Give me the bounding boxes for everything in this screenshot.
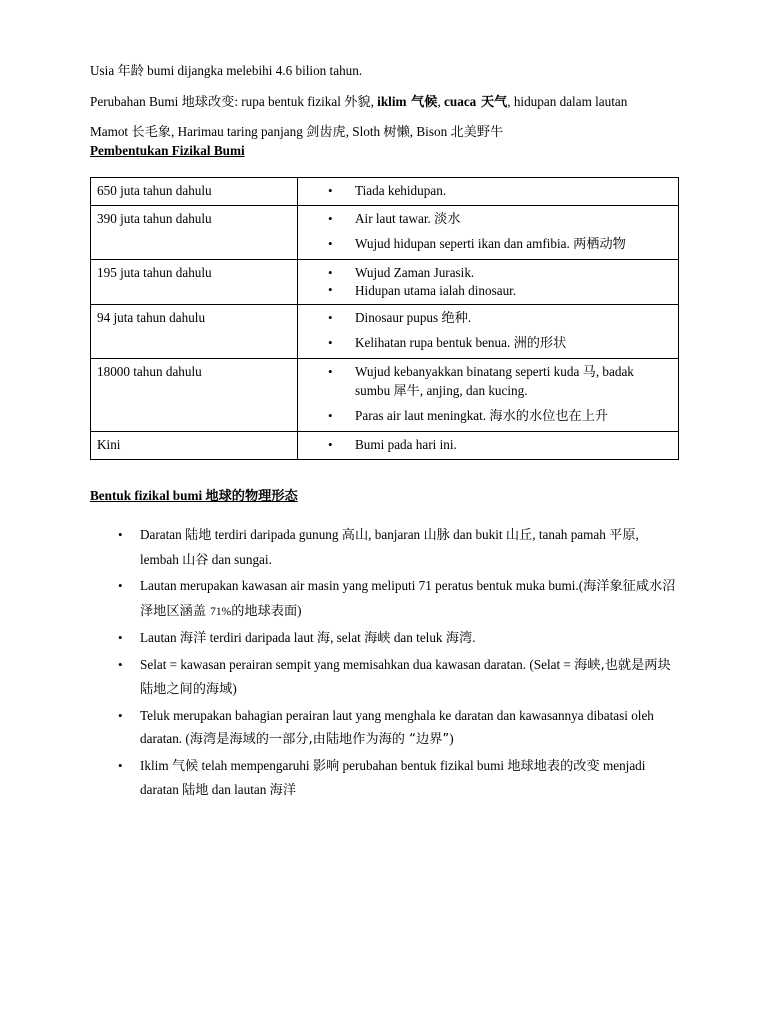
- text-run: dan bukit: [449, 527, 506, 542]
- table-cell-era: Kini: [91, 432, 298, 460]
- text-run: 海湾: [445, 631, 473, 646]
- text-run: ): [232, 681, 237, 696]
- text-run: 绝种: [441, 311, 468, 326]
- text-run: 影响: [312, 758, 340, 774]
- paragraph-extinct-animals: [90, 123, 680, 141]
- text-run: , hidupan dalam lautan: [507, 93, 628, 109]
- text-run: terdiri daripada laut: [206, 630, 317, 645]
- text-run: : rupa bentuk fizikal: [234, 93, 345, 109]
- text-run: 71%: [210, 605, 232, 618]
- text-run: Wujud hidupan seperti ikan dan amfibia.: [355, 236, 574, 251]
- text-run: 树懒: [383, 125, 410, 140]
- list-item: [298, 363, 672, 401]
- section-1-heading-wrap: [90, 142, 680, 168]
- text-run: 两栖动物: [573, 237, 626, 252]
- text-run: 陆地: [182, 783, 209, 798]
- text-run: 山丘: [505, 528, 533, 543]
- text-run: 海洋: [179, 631, 207, 646]
- text-run: 气候: [171, 758, 199, 774]
- paragraph-age-of-earth: [90, 62, 680, 80]
- event-bullet-list: [298, 309, 672, 353]
- text-run: Tiada kehidupan.: [355, 183, 447, 198]
- table-cell-era: 390 juta tahun dahulu: [91, 206, 298, 260]
- list-item: [298, 210, 672, 229]
- table-row: [91, 178, 679, 206]
- text-run: ): [449, 731, 454, 746]
- text-run: 的地球表面: [231, 603, 298, 619]
- table-cell-events: [298, 260, 679, 305]
- text-run: Wujud Zaman Jurasik.: [355, 265, 475, 280]
- list-item: [90, 754, 680, 803]
- text-run: 平原: [609, 528, 636, 543]
- list-item: [90, 574, 680, 624]
- list-item: [298, 407, 672, 426]
- text-run: .: [472, 630, 476, 645]
- table-row: [91, 206, 679, 260]
- list-item: [298, 334, 672, 353]
- text-run: , banjaran: [368, 527, 424, 542]
- section-2-heading-latin: Bentuk fizikal bumi: [90, 488, 206, 503]
- text-run: iklim: [377, 93, 407, 109]
- text-run: 气候: [406, 94, 438, 110]
- text-run: 天气: [476, 94, 508, 110]
- table-cell-events: [298, 206, 679, 260]
- list-item: [90, 653, 680, 702]
- section-2: [90, 487, 680, 803]
- text-run: 海洋: [269, 783, 297, 798]
- text-run: Bumi pada hari ini.: [355, 437, 457, 452]
- text-run: 地球改变: [181, 94, 235, 110]
- text-run: Lautan: [140, 630, 180, 645]
- list-item: [298, 182, 672, 200]
- text-run: , selat: [330, 630, 365, 645]
- list-item: [298, 309, 672, 328]
- text-run: ,: [370, 93, 378, 109]
- text-run: , lembah: [140, 527, 639, 567]
- table-cell-events: [298, 178, 679, 206]
- text-run: 海峡: [364, 631, 391, 646]
- text-run: Air laut tawar.: [355, 211, 435, 226]
- text-run: 海: [316, 631, 331, 646]
- text-run: dan lautan: [208, 782, 270, 797]
- text-run: ): [297, 602, 302, 618]
- text-run: perubahan bentuk fizikal bumi: [339, 757, 508, 773]
- intro-paragraphs: [90, 62, 680, 141]
- list-item: [298, 282, 672, 300]
- section-2-heading-wrap: [90, 487, 680, 514]
- text-run: telah mempengaruhi: [198, 757, 313, 773]
- text-run: 海洋象征咸水沼泽地区涵盖: [140, 579, 676, 619]
- text-run: 犀牛: [393, 384, 420, 399]
- text-run: , Harimau taring panjang: [170, 124, 307, 139]
- list-item: [298, 264, 672, 282]
- table-row: [91, 432, 679, 460]
- list-item: [298, 436, 672, 454]
- table-cell-events: [298, 305, 679, 359]
- paragraph-earth-changes: [90, 93, 680, 111]
- table-cell-era: 650 juta tahun dahulu: [91, 178, 298, 206]
- earth-timeline-table: [90, 177, 679, 460]
- text-run: 高山: [341, 528, 369, 543]
- section-2-heading: [90, 487, 298, 505]
- text-run: Lautan merupakan kawasan air masin yang meliputi 71 peratus bentuk muka bumi.(: [140, 578, 584, 593]
- text-run: 海湾是海域的一部分,由陆地作为海的 “边界”: [189, 732, 450, 747]
- event-bullet-list: [298, 264, 672, 299]
- text-run: cuaca: [444, 93, 477, 109]
- text-run: .: [467, 310, 472, 325]
- text-run: Iklim: [140, 757, 172, 773]
- text-run: , anjing, dan kucing.: [419, 383, 528, 398]
- text-run: Daratan: [140, 527, 186, 542]
- event-bullet-list: [298, 182, 672, 200]
- text-run: Kelihatan rupa bentuk benua.: [355, 335, 514, 350]
- text-run: , badak sumbu: [355, 364, 634, 398]
- text-run: 山谷: [182, 552, 209, 568]
- text-run: dan teluk: [390, 630, 446, 645]
- text-run: Wujud kebanyakkan binatang seperti kuda: [355, 364, 583, 379]
- text-run: bumi dijangka melebihi 4.6 bilion tahun.: [143, 63, 363, 78]
- text-run: Hidupan utama ialah dinosaur.: [355, 282, 517, 298]
- text-run: , tanah pamah: [532, 527, 610, 542]
- text-run: 海峡,也就是两块陆地之间的海域: [140, 657, 671, 697]
- section-1-heading: Pembentukan Fizikal Bumi: [90, 143, 245, 158]
- text-run: 山脉: [423, 528, 450, 543]
- text-run: 淡水: [434, 212, 461, 227]
- table-row: [91, 260, 679, 305]
- text-run: 海水的水位也在上升: [489, 409, 609, 424]
- text-run: 洲的形状: [513, 336, 567, 351]
- text-run: 剑齿虎: [306, 125, 346, 140]
- list-item: [90, 704, 680, 752]
- text-run: Selat = kawasan perairan sempit yang memisahkan dua kawasan daratan. (Selat =: [140, 656, 575, 672]
- text-run: Mamot: [90, 124, 132, 139]
- text-run: menjadi daratan: [140, 757, 646, 797]
- table-cell-events: [298, 432, 679, 460]
- text-run: Usia: [90, 63, 118, 78]
- text-run: 地球地表的改变: [507, 758, 600, 774]
- text-run: 北美野牛: [450, 125, 504, 140]
- list-item: [298, 235, 672, 254]
- text-run: Dinosaur pupus: [355, 310, 442, 325]
- text-run: , Sloth: [345, 124, 384, 139]
- text-run: Paras air laut meningkat.: [355, 408, 490, 423]
- physical-features-list: [90, 523, 680, 803]
- table-row: [91, 305, 679, 359]
- text-run: 长毛象: [131, 125, 171, 140]
- event-bullet-list: [298, 363, 672, 426]
- text-run: dan sungai.: [208, 551, 272, 567]
- section-2-heading-cn: 地球的物理形态: [205, 489, 298, 504]
- text-run: 年龄: [117, 64, 144, 79]
- table-row: [91, 359, 679, 432]
- event-bullet-list: [298, 210, 672, 254]
- text-run: Perubahan Bumi: [90, 93, 182, 109]
- text-run: ,: [437, 93, 445, 109]
- text-run: 陆地: [185, 528, 212, 543]
- table-cell-events: [298, 359, 679, 432]
- text-run: 外貌: [344, 94, 371, 110]
- list-item: [90, 523, 680, 572]
- table-cell-era: 18000 tahun dahulu: [91, 359, 298, 432]
- event-bullet-list: [298, 436, 672, 454]
- text-run: , Bison: [409, 124, 451, 139]
- text-run: terdiri daripada gunung: [211, 527, 342, 542]
- table-cell-era: 195 juta tahun dahulu: [91, 260, 298, 305]
- text-run: 马: [582, 365, 596, 380]
- list-item: [90, 626, 680, 651]
- text-run: Teluk merupakan bahagian perairan laut yang menghala ke daratan dan kawasannya dibatasi oleh daratan. (: [140, 707, 654, 746]
- table-cell-era: 94 juta tahun dahulu: [91, 305, 298, 359]
